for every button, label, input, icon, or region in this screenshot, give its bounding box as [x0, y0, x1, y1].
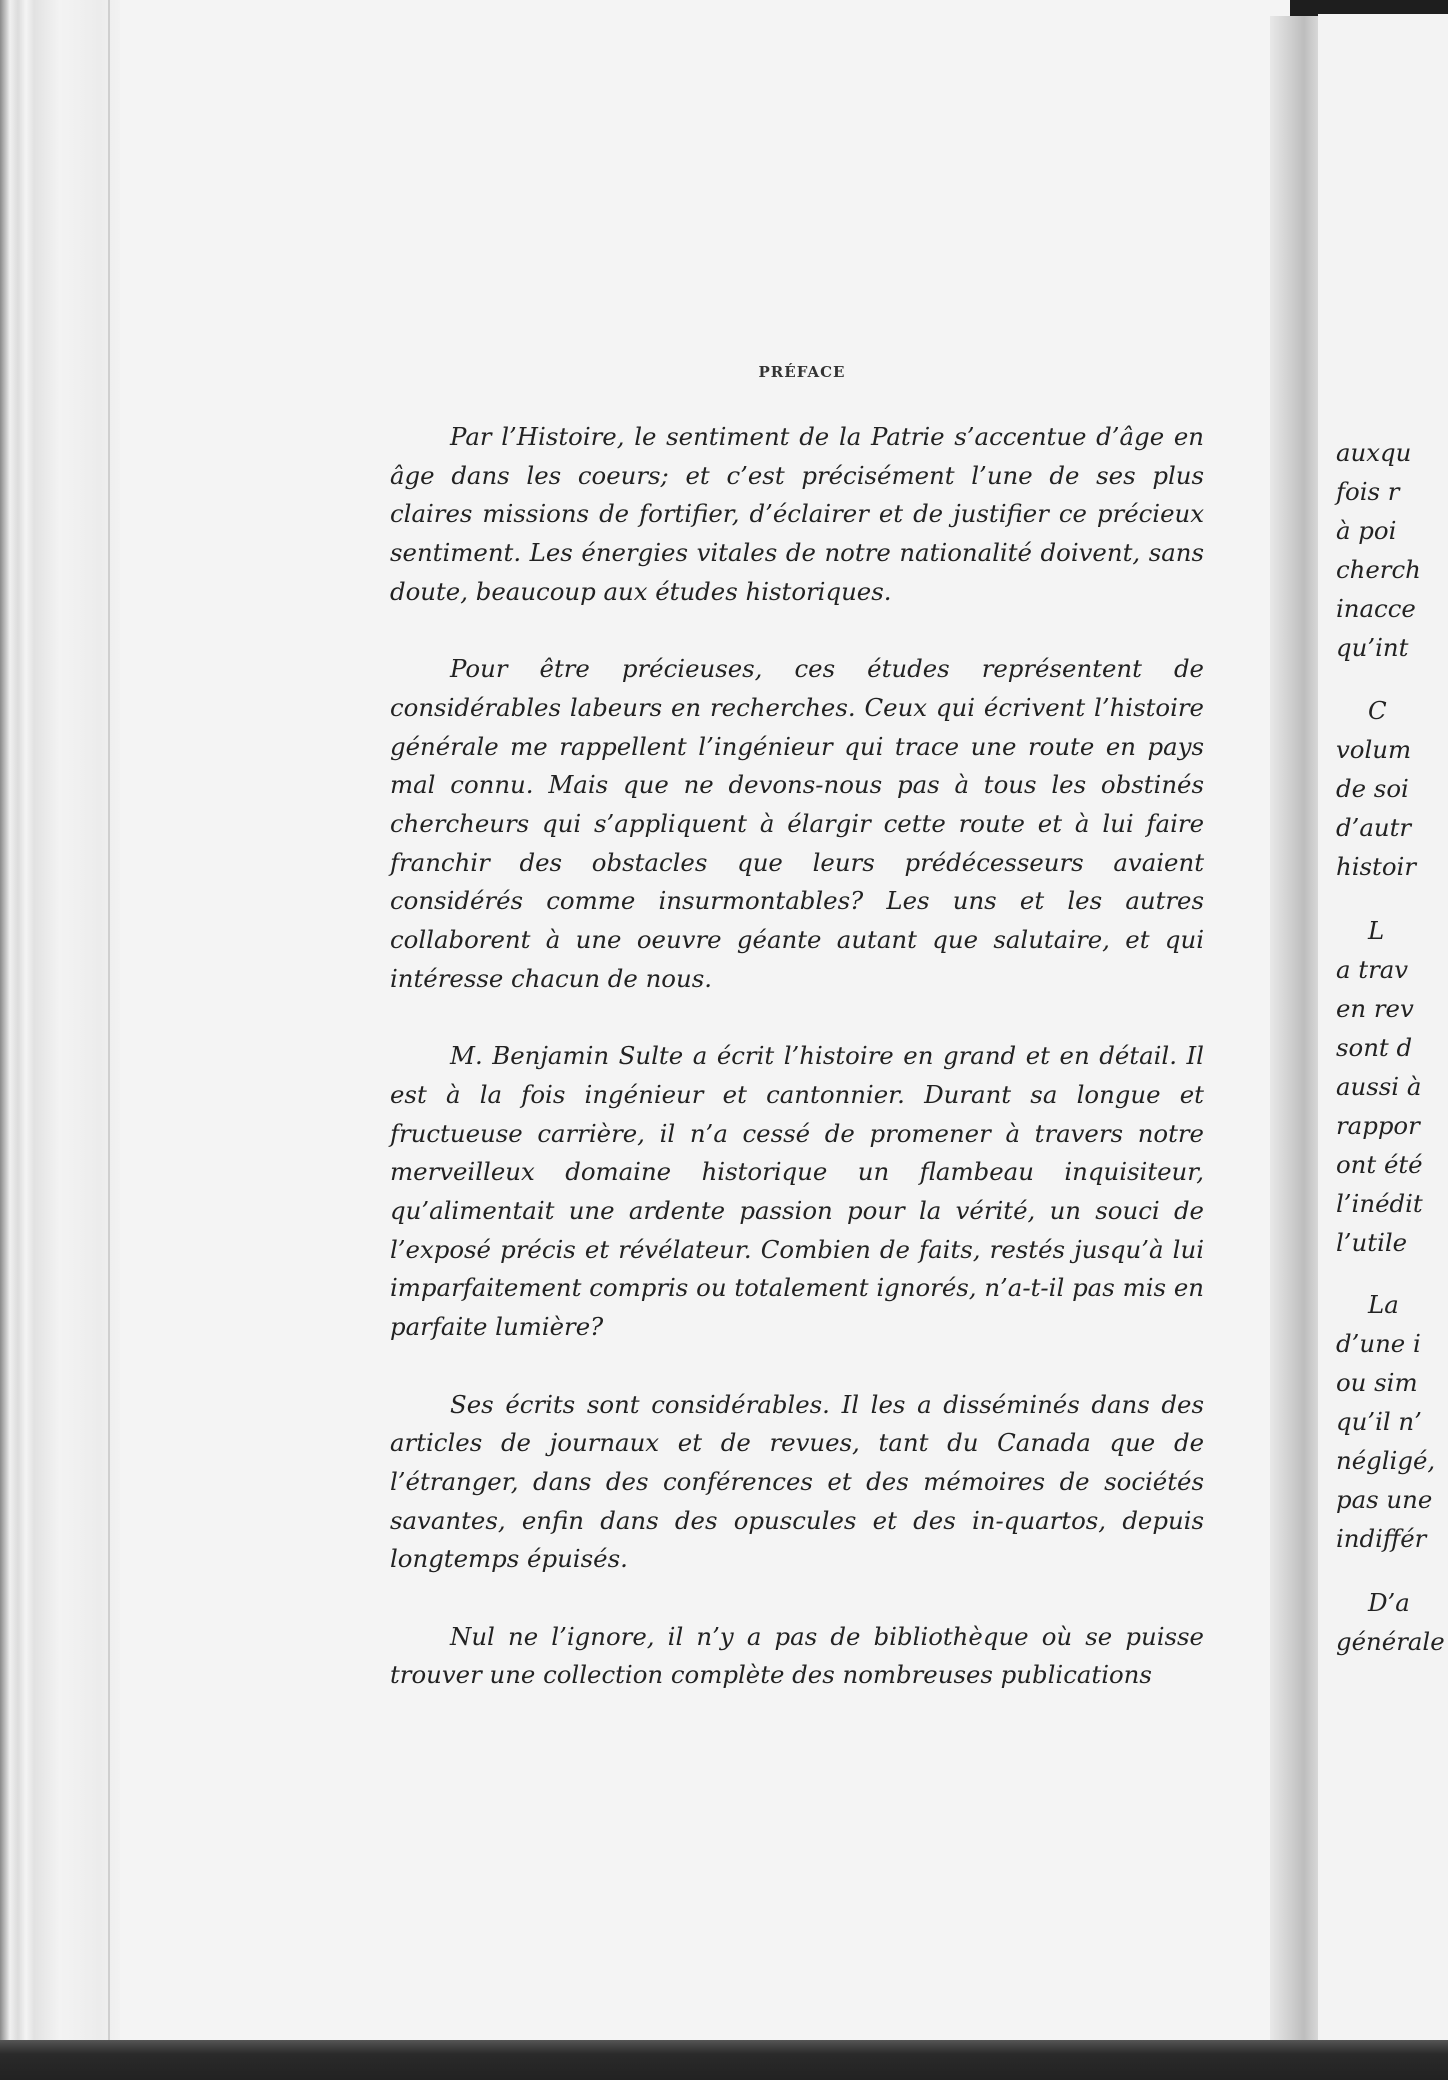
right-page-line: de soi — [1336, 774, 1409, 803]
right-page-line: inacce — [1336, 594, 1416, 623]
right-page-line: ont été — [1336, 1150, 1423, 1179]
right-page-line: aussi à — [1336, 1072, 1422, 1101]
right-page-line: négligé, — [1336, 1446, 1436, 1475]
right-page-line: C — [1368, 696, 1387, 725]
right-page-line: L — [1368, 916, 1385, 945]
right-page-line: générale — [1336, 1627, 1445, 1656]
right-page-line: cherch — [1336, 555, 1421, 584]
right-page-line: l’utile — [1336, 1228, 1408, 1257]
right-page-line: volum — [1336, 735, 1412, 764]
preface-body — [390, 418, 1204, 1695]
paragraph-5: Nul ne l’ignore, il n’y a pas de bibliothèque où se puisse trouver une collection complète des nombreuses publications — [390, 1621, 1204, 1690]
right-page-line: La — [1368, 1290, 1399, 1319]
page-heading: PRÉFACE — [758, 363, 846, 381]
paragraph-1: Par l’Histoire, le sentiment de la Patrie s’accentue d’âge en âge dans les coeurs; et c’est précisément l’une de ses plus claires missions de fortifier, d’éclairer et de justifier ce précieux sentiment. Les énergies vitales de notre nationalité doivent, sans doute, beaucoup aux études historiques. — [390, 422, 1204, 606]
right-page-line: D’a — [1368, 1588, 1410, 1617]
right-page-line: ou sim — [1336, 1368, 1418, 1397]
right-page-line: rappor — [1336, 1111, 1420, 1140]
paragraph-3: M. Benjamin Sulte a écrit l’histoire en grand et en détail. Il est à la fois ingénieur et cantonnier. Durant sa longue et fructueuse carrière, il n’a cessé de promener à travers notre merveilleux domaine historique un flambeau inquisiteur, qu’alimentait une ardente passion pour la vérité, un souci de l’exposé précis et révélateur. Combien de faits, restés jusqu’à lui imparfaitement compris ou totalement ignorés, n’a-t-il pas mis en parfaite lumière? — [390, 1041, 1204, 1342]
right-page-line: en rev — [1336, 994, 1414, 1023]
right-page-line: l’inédit — [1336, 1189, 1423, 1218]
right-page-line: qu’int — [1336, 633, 1409, 662]
right-page-line: d’une i — [1336, 1329, 1421, 1358]
right-page-line: a trav — [1336, 955, 1409, 984]
scan-border-bottom — [0, 2040, 1448, 2080]
right-page-line: auxqu — [1336, 438, 1412, 467]
book-gutter — [1270, 16, 1318, 2040]
right-page-line: à poi — [1336, 516, 1397, 545]
right-page-line: fois r — [1336, 477, 1400, 506]
right-page-line: sont d — [1336, 1033, 1413, 1062]
right-page-line: pas une — [1336, 1485, 1433, 1514]
right-page-line: qu’il n’ — [1336, 1407, 1422, 1436]
right-page-line: indiffér — [1336, 1524, 1427, 1553]
right-page — [1318, 14, 1448, 2040]
right-page-line: d’autr — [1336, 813, 1412, 842]
paragraph-4: Ses écrits sont considérables. Il les a disséminés dans des articles de journaux et de revues, tant du Canada que de l’étranger, dans des conférences et des mémoires de sociétés savantes, enfin dans des opuscules et des in-quartos, depuis longtemps épuisés. — [390, 1389, 1204, 1574]
right-page-line: histoir — [1336, 852, 1416, 881]
left-page-edges — [0, 0, 120, 2080]
paragraph-2: Pour être précieuses, ces études représentent de considérables labeurs en recherches. Ceux qui écrivent l’histoire générale me rappellent l’ingénieur qui trace une route en pays mal connu. Mais que ne devons-nous pas à tous les obstinés chercheurs qui s’appliquent à élargir cette route et à lui faire franchir des obstacles que leurs prédécesseurs avaient considérés comme insurmontables? Les uns et les autres collaborent à une oeuvre géante autant que salutaire, et qui intéresse chacun de nous. — [390, 654, 1204, 993]
